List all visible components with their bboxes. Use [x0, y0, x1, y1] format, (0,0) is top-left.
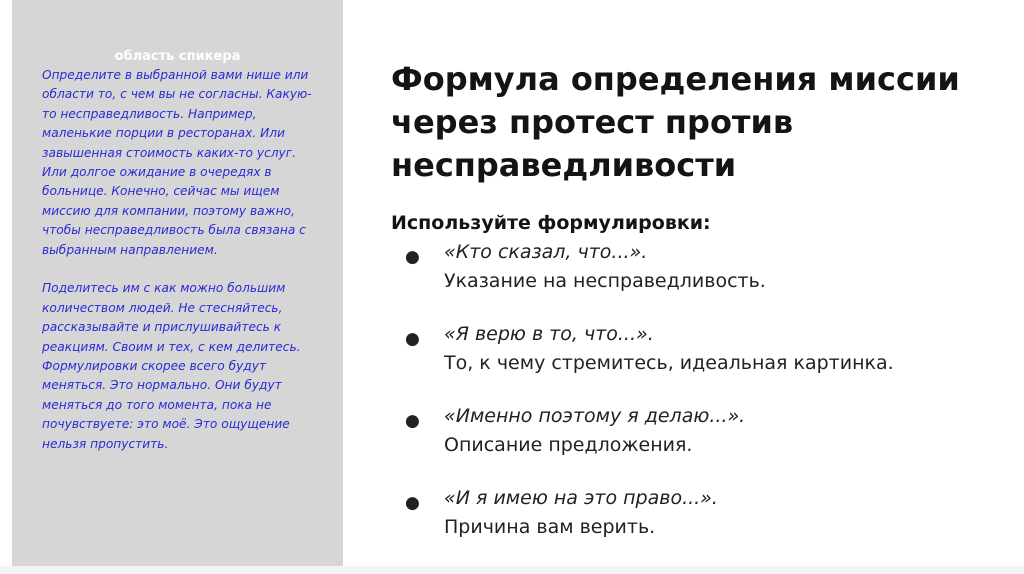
bullet-dot-icon: ● — [405, 329, 420, 349]
speaker-note-paragraph-2: Поделитесь им с как можно большим количеством людей. Не стесняйтесь, рассказывайте и прислушивайтесь к реакциям. Своим и тех, с кем делитесь. Формулировки скорее всего будут меняться. Это нормально. Они будут меняться до того момента, пока не почувствуете: это моё. Это ощущение нельзя пропустить. — [42, 281, 301, 451]
slide-subtitle: Используйте формулировки: — [391, 212, 711, 234]
bullet-description: Описание предложения. — [444, 434, 693, 456]
bullet-quote: «Я верю в то, что...». — [444, 323, 654, 345]
list-item — [391, 238, 1011, 320]
bullet-dot-icon: ● — [405, 247, 420, 267]
bullet-description: Причина вам верить. — [444, 516, 656, 538]
left-margin-strip — [0, 0, 12, 574]
list-item — [391, 484, 1011, 566]
bullet-quote: «Кто сказал, что...». — [444, 241, 648, 263]
bullet-quote: «И я имею на это право...». — [444, 487, 718, 509]
formula-list — [391, 238, 1011, 566]
bullet-description: То, к чему стремитесь, идеальная картинка. — [444, 352, 894, 374]
slide-title: Формула определения миссии через протест против несправедливости — [391, 60, 960, 184]
speaker-panel-title: область спикера — [114, 49, 241, 64]
footer-bar — [0, 566, 1024, 574]
bullet-description: Указание на несправедливость. — [444, 270, 766, 292]
speaker-note-paragraph-1: Определите в выбранной вами нише или области то, с чем вы не согласны. Какую-то несправедливость. Например, маленькие порции в ресторанах. Или завышенная стоимость каких-то услуг. Или долгое ожидание в очередях в больнице. Конечно, сейчас мы ищем миссию для компании, поэтому важно, чтобы несправедливость была связана с выбранным направлением. — [42, 68, 312, 257]
speaker-panel — [12, 0, 343, 574]
bullet-dot-icon: ● — [405, 493, 420, 513]
speaker-notes — [42, 66, 312, 454]
list-item — [391, 402, 1011, 484]
bullet-quote: «Именно поэтому я делаю...». — [444, 405, 746, 427]
bullet-dot-icon: ● — [405, 411, 420, 431]
list-item — [391, 320, 1011, 402]
